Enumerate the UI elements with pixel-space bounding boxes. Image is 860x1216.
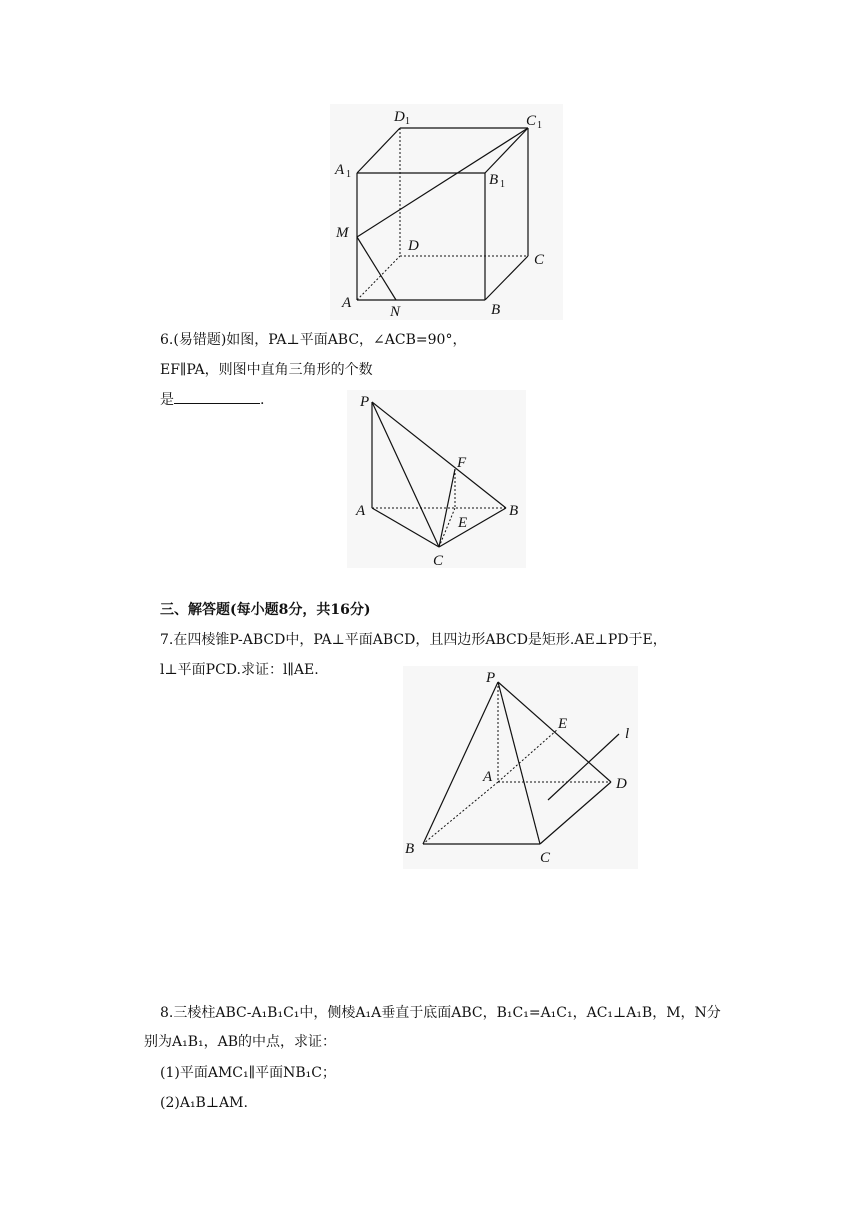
q6-line3: [160, 391, 264, 409]
label-a: A: [335, 162, 345, 178]
label-d: D: [394, 109, 405, 125]
q7-line2: l⊥平面PCD.求证：l∥AE.: [160, 662, 319, 678]
label-d: D: [616, 776, 627, 792]
q7-line1: 7.在四棱锥P-ABCD中，PA⊥平面ABCD，且四边形ABCD是矩形.AE⊥PD于E，: [160, 632, 667, 648]
q8-line3: (1)平面AMC₁∥平面NB₁C；: [160, 1065, 336, 1081]
q6-line1: 6.(易错题)如图，PA⊥平面ABC，∠ACB=90°，: [160, 332, 467, 348]
q8-line4: (2)A₁B⊥AM.: [160, 1095, 248, 1111]
label-b: B: [509, 503, 519, 519]
label-sub: 1: [405, 116, 410, 127]
pyramid-figure: [403, 666, 638, 869]
label-a: A: [483, 769, 493, 785]
label-sub: 1: [346, 169, 351, 180]
label-p: P: [360, 394, 370, 410]
label-sub: 1: [537, 120, 542, 131]
q8-line1: 8.三棱柱ABC-A₁B₁C₁中，侧棱A₁A垂直于底面ABC，B₁C₁=A₁C₁，AC₁⊥A₁B，M，N分: [160, 1005, 721, 1021]
label-n: N: [390, 304, 401, 320]
label-c: C: [526, 113, 537, 129]
q6-line2: EF∥PA，则图中直角三角形的个数: [160, 362, 373, 378]
label-b-bottom: B: [491, 302, 501, 318]
label-e: E: [558, 716, 568, 732]
answer-blank[interactable]: [174, 391, 260, 404]
label-d-bottom: D: [408, 238, 419, 254]
label-c: C: [433, 553, 444, 568]
label-p: P: [486, 670, 496, 686]
label-m: M: [336, 225, 349, 241]
label-c-bottom: C: [534, 252, 545, 268]
label-e: E: [458, 515, 468, 531]
label-a: A: [356, 503, 366, 519]
tetrahedron-figure: [347, 390, 526, 568]
cube-figure: [330, 104, 563, 320]
label-c: C: [540, 850, 551, 866]
section-heading: 三、解答题(每小题8分，共16分): [160, 602, 371, 618]
label-b: B: [489, 172, 499, 188]
q8-line2: 别为A₁B₁，AB的中点，求证：: [144, 1034, 337, 1050]
label-b: B: [405, 841, 415, 857]
q6-line3-start: 是: [160, 392, 174, 408]
q6-line3-end: .: [260, 392, 265, 408]
label-f: F: [457, 455, 467, 471]
label-a-bottom: A: [342, 295, 352, 311]
label-l: l: [625, 726, 630, 742]
label-sub: 1: [500, 179, 505, 190]
